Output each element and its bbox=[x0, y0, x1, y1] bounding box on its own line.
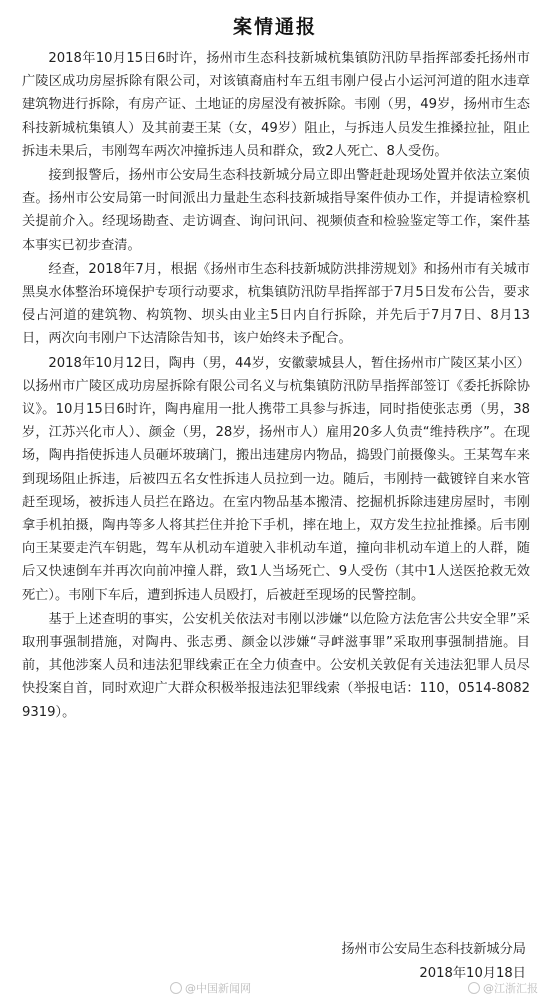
weibo-logo-icon bbox=[468, 982, 480, 994]
weibo-logo-icon bbox=[170, 982, 182, 994]
signature-org: 扬州市公安局生态科技新城分局 bbox=[341, 942, 526, 957]
watermark-left-text: @中国新闻网 bbox=[185, 982, 251, 995]
paragraph-1: 2018年10月15日6时许，扬州市生态科技新城杭集镇防汛防旱指挥部委托扬州市广陵区成功房屋拆除有限公司，对该镇裔庙村车五组韦刚户侵占小运河河道的阻水违章建筑物进行拆除，有房产证、土地证的房屋没有被拆除。韦刚（男，49岁，扬州市生态科技新城杭集镇人）及其前妻王某（女，49岁）阻止，与拆违人员发生推搡拉扯，阻止拆违未果后，韦刚驾车两次冲撞拆违人员和群众，致2人死亡、8人受伤。 bbox=[22, 51, 530, 159]
watermark-right bbox=[468, 980, 538, 996]
document-title: 案情通报 bbox=[232, 16, 317, 38]
document-body bbox=[0, 47, 550, 724]
paragraph-5: 基于上述查明的事实，公安机关依法对韦刚以涉嫌“以危险方法危害公共安全罪”采取刑事强制措施，对陶冉、张志勇、颜金以涉嫌“寻衅滋事罪”采取刑事强制措施。目前，其他涉案人员和违法犯罪线索正在全力侦查中。公安机关敦促有关违法犯罪人员尽快投案自首，同时欢迎广大群众积极举报违法犯罪线索（举报电话：110，0514-80829319）。 bbox=[22, 611, 530, 720]
paragraph-3: 经查，2018年7月，根据《扬州市生态科技新城防洪排涝规划》和扬州市有关城市黑臭水体整治环境保护专项行动要求，杭集镇防汛防旱指挥部于7月5日发布公告，要求侵占河道的建筑物、构筑物、坝头由业主5日内自行拆除，并先后于7月7日、8月13日，两次向韦刚户下达清除告知书，该户始终未予配合。 bbox=[22, 261, 530, 347]
watermark-left bbox=[170, 980, 251, 996]
signature-date: 2018年10月18日 bbox=[419, 966, 526, 981]
paragraph-2: 接到报警后，扬州市公安局生态科技新城分局立即出警赶赴现场处置并依法立案侦查。扬州市公安局第一时间派出力量赴生态科技新城指导案件侦办工作，并提请检察机关提前介入。经现场勘查、走访调查、询问讯问、视频侦查和检验鉴定等工作，案件基本事实已初步查清。 bbox=[22, 168, 530, 253]
signature-block bbox=[341, 938, 526, 986]
paragraph-4: 2018年10月12日，陶冉（男，44岁，安徽蒙城县人，暂住扬州市广陵区某小区）以扬州市广陵区成功房屋拆除有限公司名义与杭集镇防汛防旱指挥部签订《委托拆除协议》。10月15日6时许，陶冉雇用一批人携带工具参与拆违，同时指使张志勇（男，38岁，江苏兴化市人）、颜金（男，28岁，扬州市人）雇用20多人负责“维持秩序”。在现场，陶冉指使拆违人员砸坏玻璃门，搬出违建房内物品，捣毁门前摄像头。王某驾车来到现场阻止拆违，后被四五名女性拆违人员拉到一边。随后，韦刚持一截镀锌自来水管赶至现场，被拆违人员拦在路边。在室内物品基本搬清、挖掘机拆除违建房屋时，韦刚拿手机拍摄，陶冉等多人将其拦住并抢下手机，摔在地上，双方发生拉扯推搡。后韦刚向王某要走汽车钥匙，驾车从机动车道驶入非机动车道，撞向非机动车道上的人群，随后又快速倒车并再次向前冲撞人群，致1人当场死亡、9人受伤（其中1人送医抢救无效死亡）。韦刚下车后，遭到拆违人员殴打，后被赶至现场的民警控制。 bbox=[22, 355, 530, 603]
watermark-right-text: @江浙汇报 bbox=[483, 982, 538, 995]
